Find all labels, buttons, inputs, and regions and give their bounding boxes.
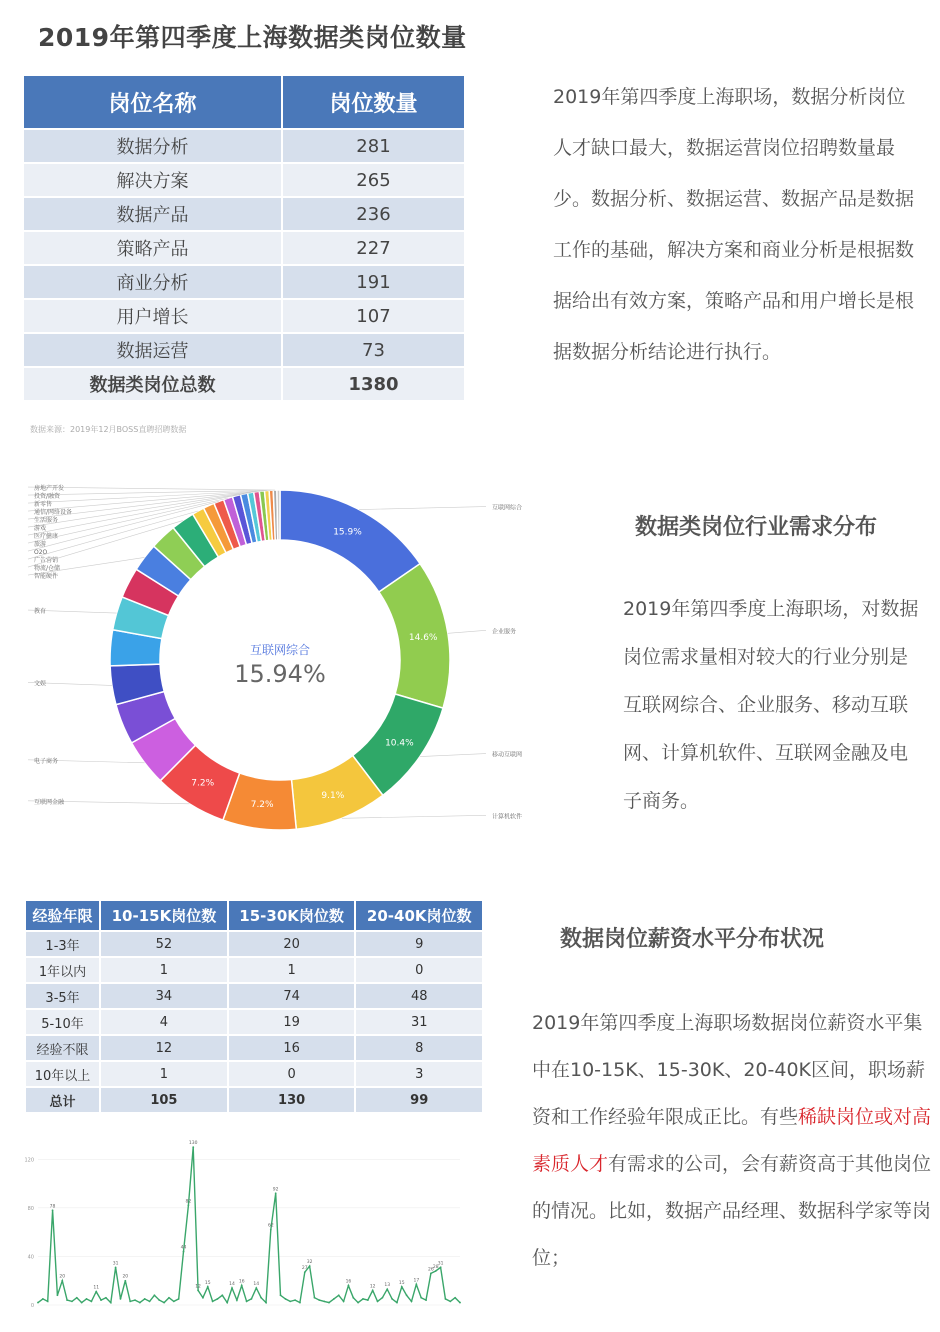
data-point (236, 1299, 238, 1301)
summary-paragraph: 2019年第四季度上海职场，数据分析岗位人才缺口最大，数据运营岗位招聘数量最少。数据分析、数据运营、数据产品是数据工作的基础，解决方案和商业分析是根据数据给出有效方案，策略产品和用户增长是根据数据分析结论进行执行。 (553, 86, 915, 363)
data-point (265, 1302, 267, 1304)
table-cell: 1-3年 (26, 931, 100, 957)
industry-donut-chart (20, 480, 540, 840)
data-point (134, 1299, 136, 1301)
data-point (420, 1297, 422, 1299)
column-header: 岗位数量 (282, 76, 464, 129)
table-cell: 34 (100, 983, 228, 1009)
data-point (207, 1286, 209, 1288)
data-point (323, 1300, 325, 1302)
data-label: 15 (204, 1280, 211, 1286)
data-label: 11 (93, 1285, 100, 1291)
data-point (57, 1294, 59, 1296)
table-cell: 解决方案 (24, 163, 282, 197)
data-point (120, 1298, 122, 1300)
data-point (144, 1298, 146, 1300)
data-point (115, 1266, 117, 1268)
salary-paragraph (532, 1000, 932, 1282)
table-row (26, 983, 482, 1009)
slice-category-label: O2O (34, 549, 48, 557)
donut-center-label: 互联网综合 (249, 643, 311, 657)
slice-category-label: 企业服务 (492, 628, 517, 636)
salary-heading: 数据岗位薪资水平分布状况 (560, 927, 825, 952)
data-label: 32 (306, 1260, 313, 1266)
table-cell: 1 (100, 957, 228, 983)
data-label: 15 (398, 1280, 405, 1286)
data-label: 16 (238, 1279, 245, 1285)
donut-center-value: 15.94% (234, 660, 326, 688)
total-row (26, 1087, 482, 1112)
data-point (275, 1192, 277, 1194)
data-point (260, 1297, 262, 1299)
data-point (367, 1299, 369, 1301)
industry-heading: 数据类岗位行业需求分布 (635, 515, 878, 540)
y-tick-label: 80 (27, 1205, 34, 1212)
table-row (26, 1035, 482, 1061)
data-point (47, 1300, 49, 1302)
data-point (391, 1298, 393, 1300)
data-point (100, 1299, 102, 1301)
data-label: 28 (432, 1265, 439, 1270)
table-cell: 策略产品 (24, 231, 282, 265)
slice-category-label: 互联网综合 (492, 504, 523, 512)
data-point (435, 1270, 437, 1272)
data-point (318, 1299, 320, 1301)
table-cell: 74 (228, 983, 356, 1009)
data-point (328, 1302, 330, 1304)
data-point (52, 1209, 54, 1211)
slice-category-label: 计算机软件 (492, 813, 523, 821)
slice-category-label: 电子商务 (34, 757, 59, 765)
table-row (26, 1009, 482, 1035)
donut-slice (280, 490, 420, 592)
data-point (445, 1298, 447, 1300)
data-point (37, 1302, 39, 1304)
slice-category-label: 旅游 (34, 541, 47, 549)
data-label: 130 (188, 1141, 198, 1147)
data-point (304, 1271, 306, 1273)
data-point (139, 1302, 141, 1304)
leader-line (342, 815, 486, 818)
data-label: 62 (267, 1223, 274, 1229)
data-point (110, 1302, 112, 1304)
slice-category-label: 智能硬件 (34, 573, 59, 581)
data-point (314, 1297, 316, 1299)
slice-category-label: 房地产开发 (34, 485, 65, 493)
table-cell: 9 (355, 931, 482, 957)
data-point (357, 1302, 359, 1304)
data-point (71, 1300, 73, 1302)
leader-line (420, 754, 486, 757)
table-cell: 5-10年 (26, 1009, 100, 1035)
slice-category-label: 互联网金融 (34, 798, 65, 806)
table-cell: 0 (228, 1061, 356, 1087)
data-point (183, 1251, 185, 1253)
table-cell: 8 (355, 1035, 482, 1061)
data-point (381, 1297, 383, 1299)
slice-category-label: 广告营销 (34, 557, 59, 565)
leader-line (359, 507, 486, 510)
page-title: 2019年第四季度上海数据类岗位数量 (38, 23, 467, 52)
column-header: 20-40K岗位数 (355, 901, 482, 931)
table-cell: 31 (355, 1009, 482, 1035)
data-point (338, 1294, 340, 1296)
data-point (178, 1298, 180, 1300)
slice-category-label: 医疗健康 (34, 533, 59, 541)
data-point (280, 1294, 282, 1296)
table-cell: 数据运营 (24, 333, 282, 367)
salary-paragraph-highlight: 稀缺岗位或对高素质人才 (532, 1106, 932, 1175)
data-point (76, 1297, 78, 1299)
table-cell: 281 (282, 129, 464, 163)
table-cell: 265 (282, 163, 464, 197)
data-label: 78 (49, 1204, 56, 1210)
data-point (352, 1297, 354, 1299)
data-point (372, 1290, 374, 1292)
data-point (386, 1288, 388, 1290)
table-row (24, 129, 464, 163)
data-point (163, 1302, 165, 1304)
slice-percent-label: 15.9% (333, 527, 362, 538)
data-point (309, 1265, 311, 1267)
table-cell: 48 (355, 983, 482, 1009)
table-cell: 3-5年 (26, 983, 100, 1009)
total-cell: 1380 (282, 367, 464, 400)
data-point (440, 1266, 442, 1268)
data-point (246, 1300, 248, 1302)
industry-paragraph: 2019年第四季度上海职场，对数据岗位需求量相对较大的行业分别是互联网综合、企业服务、移动互联网、计算机软件、互联网金融及电子商务。 (623, 598, 919, 812)
data-point (411, 1300, 413, 1302)
data-point (192, 1146, 194, 1148)
data-point (168, 1297, 170, 1299)
table-cell: 1 (100, 1061, 228, 1087)
slice-percent-label: 9.1% (321, 791, 345, 802)
table-cell: 数据产品 (24, 197, 282, 231)
data-point (95, 1291, 97, 1293)
y-tick-label: 120 (24, 1157, 34, 1164)
table-row (24, 265, 464, 299)
data-point (459, 1302, 461, 1304)
data-point (362, 1298, 364, 1300)
table-cell: 52 (100, 931, 228, 957)
slice-percent-label: 14.6% (408, 633, 438, 644)
slice-category-label: 文娱 (34, 680, 47, 688)
data-point (454, 1297, 456, 1299)
data-point (221, 1294, 223, 1296)
total-cell: 99 (355, 1087, 482, 1112)
data-point (231, 1287, 233, 1289)
table-cell: 227 (282, 231, 464, 265)
data-point (406, 1294, 408, 1296)
salary-line-chart (20, 1115, 470, 1320)
table-cell: 16 (228, 1035, 356, 1061)
data-point (173, 1300, 175, 1302)
table-cell: 4 (100, 1009, 228, 1035)
slice-percent-label: 10.4% (385, 738, 414, 749)
data-point (202, 1297, 204, 1299)
data-point (343, 1300, 345, 1302)
table-cell: 236 (282, 197, 464, 231)
slice-category-label: 新零售 (34, 501, 53, 509)
data-point (129, 1300, 131, 1302)
table-cell: 1年以内 (26, 957, 100, 983)
data-label: 14 (253, 1282, 260, 1287)
data-label: 12 (369, 1284, 376, 1290)
table-cell: 12 (100, 1035, 228, 1061)
data-point (61, 1280, 63, 1282)
data-point (430, 1273, 432, 1275)
data-point (401, 1286, 403, 1288)
table-row (26, 931, 482, 957)
data-point (90, 1300, 92, 1302)
data-point (333, 1298, 335, 1300)
table-cell: 0 (355, 957, 482, 983)
table-row (26, 1061, 482, 1087)
data-point (377, 1300, 379, 1302)
table-row (24, 231, 464, 265)
data-label: 44 (180, 1245, 187, 1251)
data-point (294, 1299, 296, 1301)
data-point (348, 1285, 350, 1287)
data-label: 92 (272, 1187, 279, 1193)
table-cell: 数据分析 (24, 129, 282, 163)
table-cell: 107 (282, 299, 464, 333)
data-label: 17 (413, 1278, 420, 1284)
data-point (284, 1298, 286, 1300)
slice-category-label: 移动互联网 (492, 751, 523, 759)
data-label: 82 (185, 1199, 192, 1205)
y-tick-label: 40 (27, 1254, 34, 1261)
table-cell: 73 (282, 333, 464, 367)
table-cell: 用户增长 (24, 299, 282, 333)
total-cell: 总计 (26, 1087, 100, 1112)
data-point (270, 1229, 272, 1231)
data-point (158, 1299, 160, 1301)
salary-experience-table (26, 901, 482, 1112)
data-point (66, 1299, 68, 1301)
slice-percent-label: 7.2% (191, 778, 215, 789)
slice-category-label: 游戏 (34, 525, 47, 533)
data-point (81, 1302, 83, 1304)
job-count-table (24, 76, 464, 400)
data-point (42, 1298, 44, 1300)
data-point (251, 1298, 253, 1300)
leader-line (28, 487, 275, 490)
slice-category-label: 物流/仓储 (34, 565, 61, 573)
table-row (26, 957, 482, 983)
data-source-note: 数据来源：2019年12月BOSS直聘招聘数据 (30, 425, 187, 434)
total-cell: 105 (100, 1087, 228, 1112)
column-header: 15-30K岗位数 (228, 901, 356, 931)
y-tick-label: 0 (30, 1303, 34, 1309)
data-point (154, 1294, 156, 1296)
data-label: 27 (301, 1266, 308, 1272)
total-cell: 130 (228, 1087, 356, 1112)
slice-category-label: 教育 (34, 608, 47, 616)
slice-percent-label: 7.2% (250, 799, 274, 810)
total-row (24, 367, 464, 400)
table-row (24, 299, 464, 333)
table-cell: 191 (282, 265, 464, 299)
donut-slice (277, 490, 280, 540)
table-cell: 1 (228, 957, 356, 983)
data-label: 20 (59, 1274, 66, 1280)
data-point (415, 1283, 417, 1285)
data-label: 14 (229, 1282, 235, 1287)
column-header: 岗位名称 (24, 76, 282, 129)
data-label: 20 (122, 1274, 129, 1280)
data-point (449, 1300, 451, 1302)
data-point (124, 1280, 126, 1282)
data-point (212, 1300, 214, 1302)
salary-paragraph-part1: 2019年第四季度上海职场数据岗位薪资水平集中在10-15K、15-30K、20-40K区间，职场薪资和工作经验年限成正比。有些 (532, 1012, 926, 1128)
table-cell: 19 (228, 1009, 356, 1035)
slice-category-label: 通信/网络设备 (34, 509, 73, 517)
data-label: 12 (195, 1284, 201, 1290)
data-point (241, 1285, 243, 1287)
column-header: 10-15K岗位数 (100, 901, 228, 931)
data-point (187, 1205, 189, 1207)
salary-paragraph-part2: 有需求的公司，会有薪资高于其他岗位的情况。比如，数据产品经理、数据科学家等岗位； (532, 1153, 932, 1269)
total-cell: 数据类岗位总数 (24, 367, 282, 400)
data-point (197, 1290, 199, 1292)
table-row (24, 333, 464, 367)
data-label: 26 (428, 1267, 434, 1273)
table-cell: 10年以上 (26, 1061, 100, 1087)
data-point (226, 1302, 228, 1304)
table-cell: 经验不限 (26, 1035, 100, 1061)
table-row (24, 163, 464, 197)
data-label: 31 (112, 1261, 119, 1267)
column-header: 经验年限 (26, 901, 100, 931)
table-cell: 商业分析 (24, 265, 282, 299)
data-label: 16 (345, 1279, 352, 1285)
table-row (24, 197, 464, 231)
table-cell: 3 (355, 1061, 482, 1087)
data-point (86, 1298, 88, 1300)
data-label: 13 (384, 1283, 391, 1289)
data-point (299, 1302, 301, 1304)
data-point (289, 1300, 291, 1302)
data-point (255, 1287, 257, 1289)
data-point (149, 1300, 151, 1302)
leader-line (448, 630, 486, 633)
slice-category-label: 生活服务 (34, 517, 59, 525)
data-point (217, 1298, 219, 1300)
data-point (425, 1299, 427, 1301)
table-cell: 20 (228, 931, 356, 957)
slice-category-label: 投资/融资 (34, 493, 61, 501)
data-label: 31 (437, 1261, 444, 1267)
data-point (105, 1297, 107, 1299)
data-point (396, 1302, 398, 1304)
series-line (38, 1147, 460, 1303)
